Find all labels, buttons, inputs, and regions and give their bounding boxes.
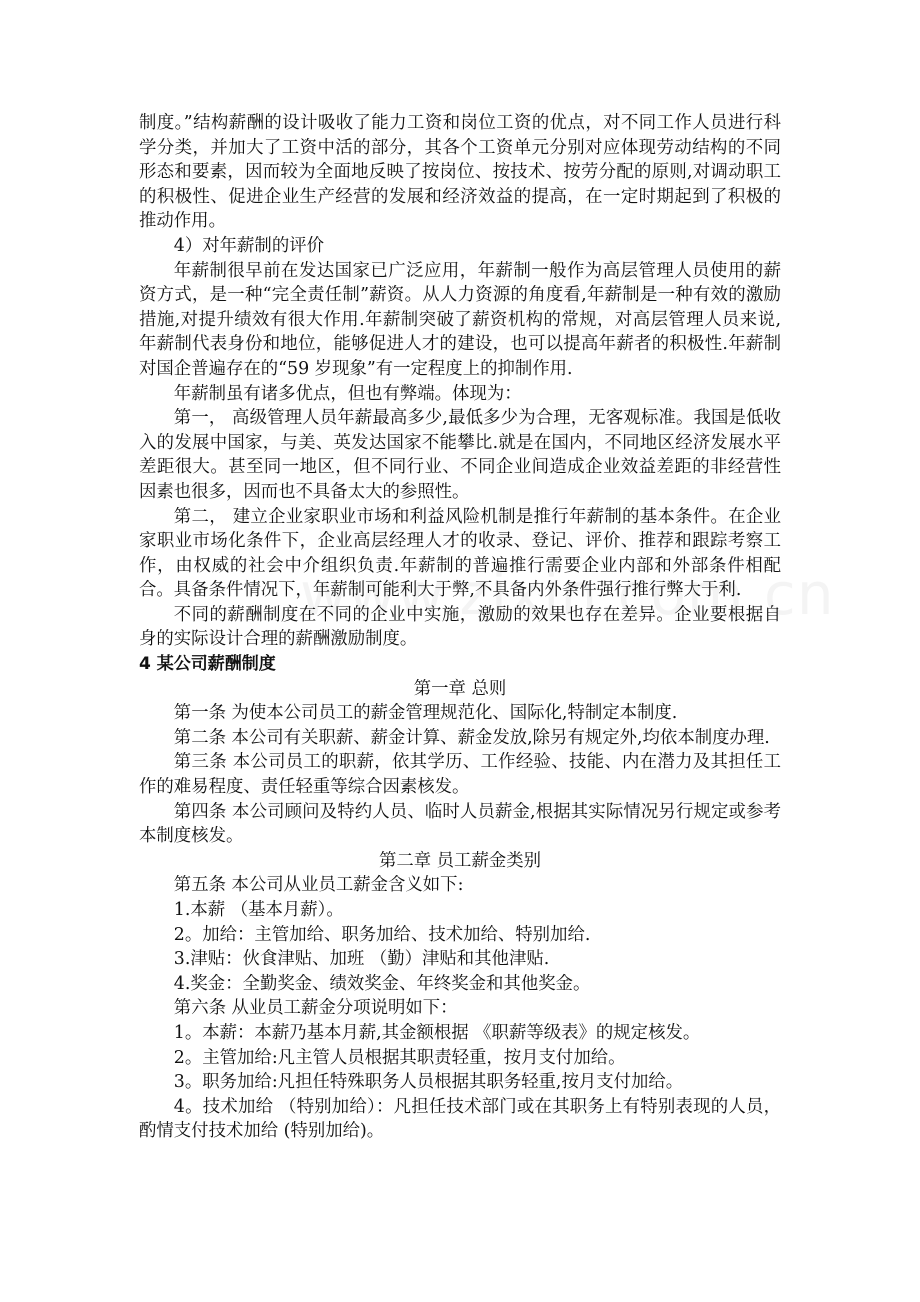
article-5: 第五条 本公司从业员工薪金含义如下: bbox=[173, 875, 464, 896]
article-5-item-4: 4.奖金：全勤奖金、绩效奖金、年终奖金和其他奖金。 bbox=[173, 973, 591, 994]
article-5-item-1: 1.本薪 （基本月薪）。 bbox=[173, 900, 344, 920]
paragraph-annual-salary-drawbacks: 年薪制虽有诸多优点，但也有弊端。体现为： bbox=[173, 383, 522, 404]
subheading-annual-salary-evaluation: 4）对年薪制的评价 bbox=[173, 235, 324, 256]
article-6-item-3: 3。职务加给:凡担任特殊职务人员根据其职务轻重,按月支付加给。 bbox=[173, 1072, 684, 1093]
paragraph-first-drawback: 第一， 高级管理人员年薪最高多少,最低多少为合理，无客观标准。我国是低收入的发展中国家，与美、英发达国家不能攀比.就是在国内，不同地区经济发展水平差距很大。甚至同一地区，但不同行业、不同企业间造成企业效益差距的非经营性因素也很多，因而也不具备太大的参照性。 bbox=[139, 408, 781, 502]
paragraph-structured-pay: 制度。”结构薪酬的设计吸收了能力工资和岗位工资的优点，对不同工作人员进行科学分类，并加大了工资中活的部分，其各个工资单元分别对应体现劳动结构的不同形态和要素，因而较为全面地反映了按岗位、按技术、按劳分配的原则,对调动职工的积极性、促进企业生产经营的发展和经济效益的提高，在一定时期起到了积极的推动作用。 bbox=[139, 113, 781, 232]
article-4: 第四条 本公司顾问及特约人员、临时人员薪金,根据其实际情况另行规定或参考本制度核发。 bbox=[139, 801, 781, 847]
article-6-item-1: 1。本薪：本薪乃基本月薪,其金额根据 《职薪等级表》的规定核发。 bbox=[173, 1022, 701, 1043]
article-1: 第一条 为使本公司员工的薪金管理规范化、国际化,特制定本制度. bbox=[173, 703, 678, 724]
chapter-title-general: 第一章 总则 bbox=[413, 678, 507, 699]
article-6-item-4: 4。技术加给 （特别加给）：凡担任技术部门或在其职务上有特别表现的人员，酌情支付技术加给 (特别加给)。 bbox=[139, 1096, 781, 1142]
article-6: 第六条 从业员工薪金分项说明如下： bbox=[173, 998, 458, 1019]
paragraph-annual-salary-intro: 年薪制很早前在发达国家已广泛应用，年薪制一般作为高层管理人员使用的薪资方式，是一种“完全责任制”薪资。从人力资源的角度看,年薪制是一种有效的激励措施,对提升绩效有很大作用.年薪制突破了薪资机构的常规，对高层管理人员来说,年薪制代表身份和地位，能够促进人才的建设，也可以提高年薪者的积极性.年薪制对国企普遍存在的“59 岁现象”有一定程度上的抑制作用. bbox=[139, 260, 781, 379]
paragraph-conclusion: 不同的薪酬制度在不同的企业中实施，激励的效果也存在差异。企业要根据自身的实际设计合理的薪酬激励制度。 bbox=[139, 604, 781, 650]
chapter-title-salary-types: 第二章 员工薪金类别 bbox=[378, 850, 542, 871]
article-3: 第三条 本公司员工的职薪，依其学历、工作经验、技能、内在潜力及其担任工作的难易程度、责任轻重等综合因素核发。 bbox=[139, 752, 781, 798]
article-5-item-2: 2。加给：主管加给、职务加给、技术加给、特别加给. bbox=[173, 924, 591, 945]
article-5-item-3: 3.津贴：伙食津贴、加班 （勤）津贴和其他津贴. bbox=[173, 949, 550, 970]
paragraph-second-drawback: 第二， 建立企业家职业市场和利益风险机制是推行年薪制的基本条件。在企业家职业市场化条件下，企业高层经理人才的收录、登记、评价、推荐和跟踪考察工作，由权威的社会中介组织负责.年薪制的普遍推行需要企业内部和外部条件相配合。具备条件情况下，年薪制可能利大于弊,不具备内外条件强行推行弊大于利. bbox=[139, 506, 781, 601]
article-6-item-2: 2。主管加给:凡主管人员根据其职责轻重，按月支付加给。 bbox=[173, 1047, 626, 1068]
document-body bbox=[139, 111, 781, 1144]
article-2: 第二条 本公司有关职薪、薪金计算、薪金发放,除另有规定外,均依本制度办理. bbox=[173, 727, 770, 748]
section-heading-company-pay-system: 4 某公司薪酬制度 bbox=[139, 654, 276, 675]
